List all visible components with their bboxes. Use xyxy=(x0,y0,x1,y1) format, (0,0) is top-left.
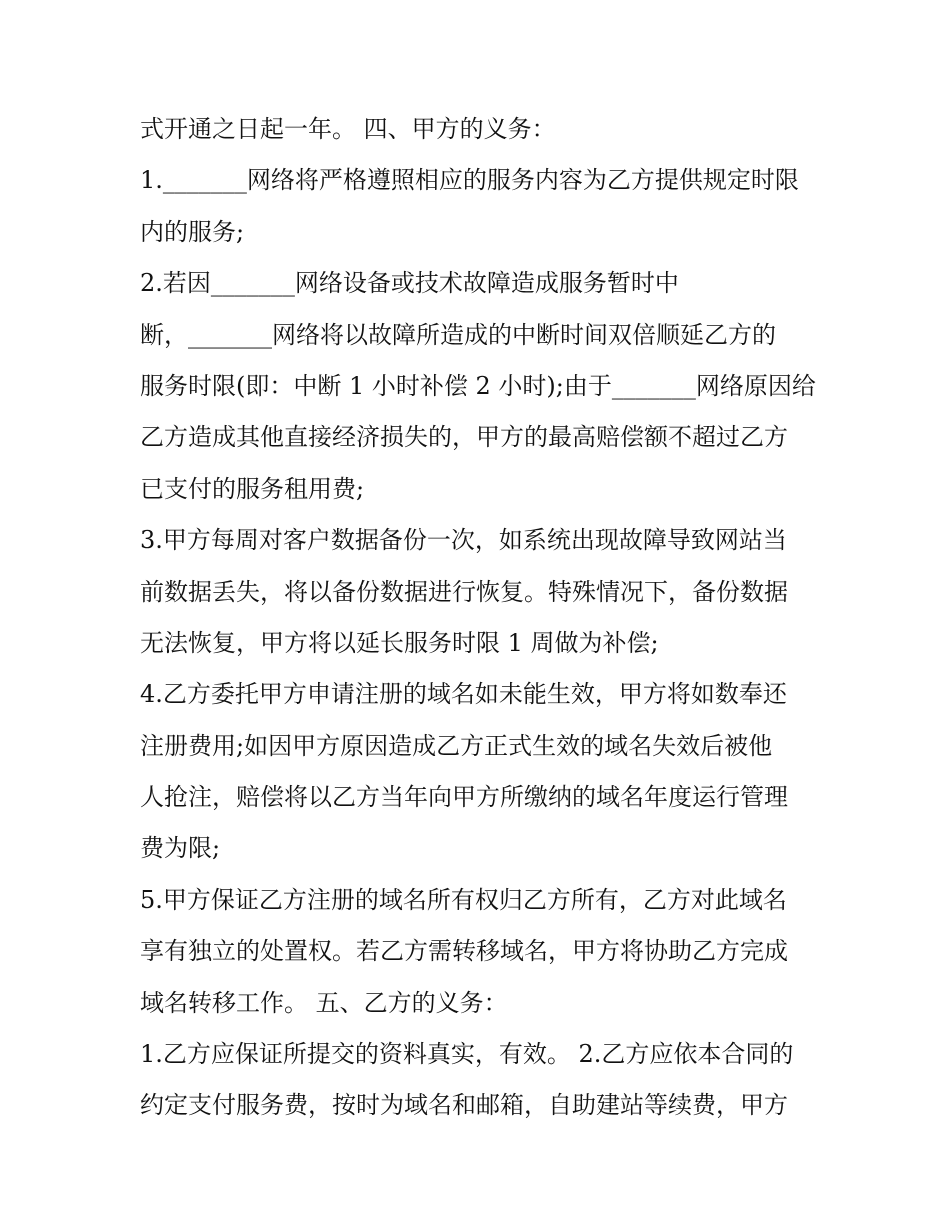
text-line: 前数据丢失，将以备份数据进行恢复。特殊情况下，备份数据 xyxy=(140,577,788,606)
text-line: 4.乙方委托甲方申请注册的域名如未能生效，甲方将如数奉还 xyxy=(140,680,787,709)
text-line: 享有独立的处置权。若乙方需转移域名，甲方将协助乙方完成 xyxy=(140,937,788,966)
text-line: 1._______网络将严格遵照相应的服务内容为乙方提供规定时限 xyxy=(140,166,799,195)
text-line: 3.甲方每周对客户数据备份一次，如系统出现故障导致网站当 xyxy=(140,526,787,555)
text-line: 内的服务; xyxy=(140,217,245,246)
text-line: 服务时限(即：中断 1 小时补偿 2 小时);由于_______网络原因给 xyxy=(140,371,816,400)
text-line: 乙方造成其他直接经济损失的，甲方的最高赔偿额不超过乙方 xyxy=(140,423,788,452)
text-line: 无法恢复，甲方将以延长服务时限 1 周做为补偿; xyxy=(140,628,659,657)
text-line: 2.若因_______网络设备或技术故障造成服务暂时中 xyxy=(140,269,679,298)
text-line: 式开通之日起一年。 四、甲方的义务： xyxy=(140,115,556,143)
text-line: 断，_______网络将以故障所造成的中断时间双倍顺延乙方的 xyxy=(140,320,776,349)
text-line: 费为限; xyxy=(140,834,221,863)
text-line: 注册费用;如因甲方原因造成乙方正式生效的域名失效后被他 xyxy=(140,731,773,760)
text-line: 人抢注，赔偿将以乙方当年向甲方所缴纳的域名年度运行管理 xyxy=(140,783,788,812)
text-line: 5.甲方保证乙方注册的域名所有权归乙方所有，乙方对此域名 xyxy=(140,885,787,914)
contract-body-text xyxy=(140,104,830,1132)
text-line: 约定支付服务费，按时为域名和邮箱，自助建站等续费，甲方 xyxy=(140,1091,788,1120)
text-line: 域名转移工作。 五、乙方的义务： xyxy=(140,988,508,1017)
text-line: 1.乙方应保证所提交的资料真实，有效。 2.乙方应依本合同的 xyxy=(140,1040,794,1069)
text-line: 已支付的服务租用费; xyxy=(140,474,365,503)
